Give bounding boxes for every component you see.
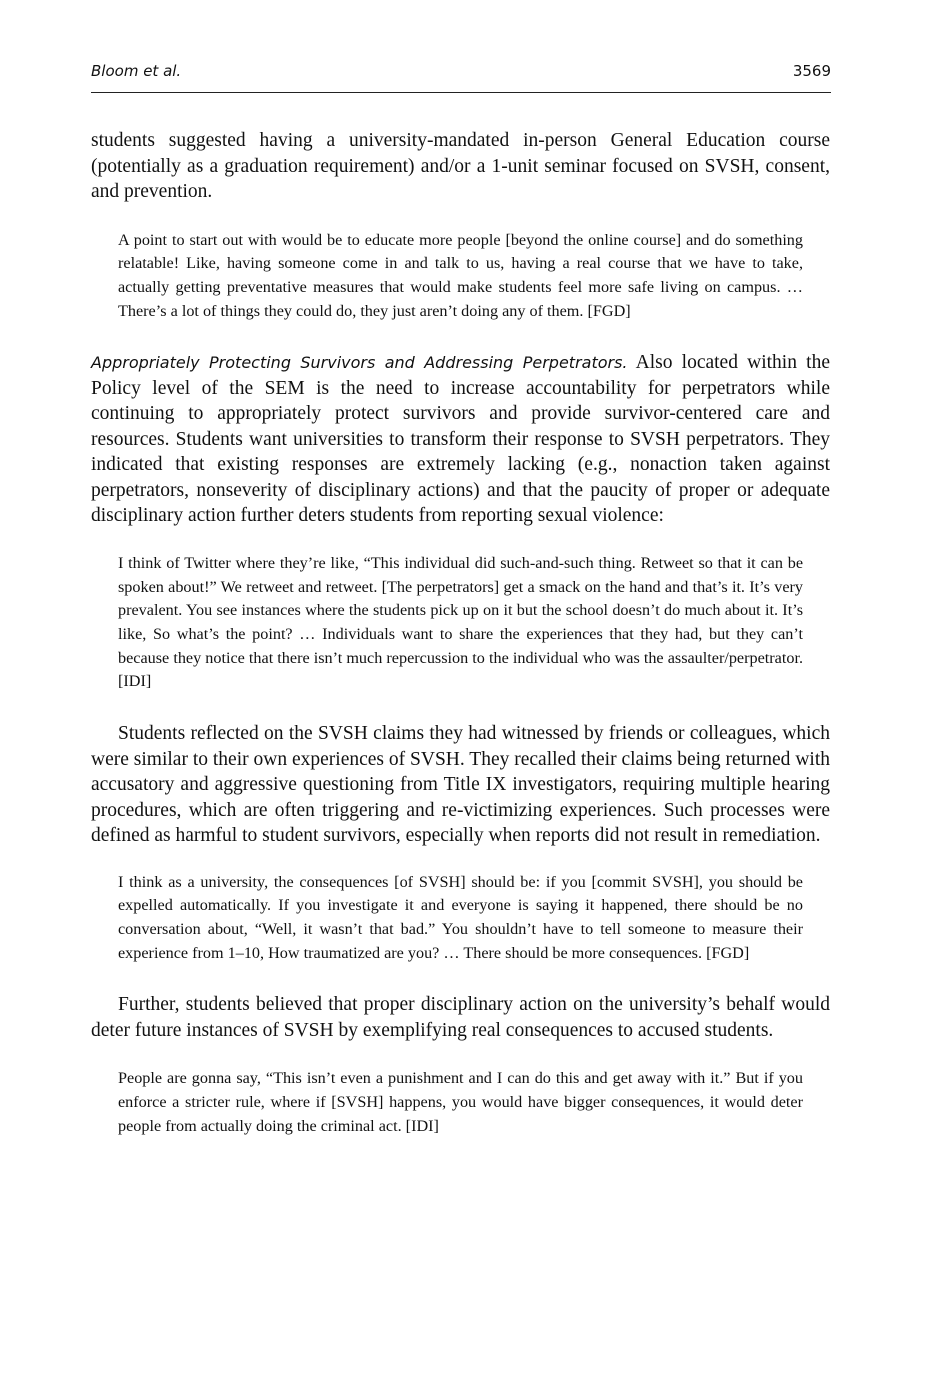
article-body	[91, 128, 830, 1165]
paragraph-3: Students reflected on the SVSH claims they had witnessed by friends or colleagues, which were similar to their own experiences of SVSH. They recalled their claims being returned with accusatory and aggressive questioning from Title IX investigators, requiring multiple hearing procedures, which are often triggering and re-victimizing experiences. Such processes were defined as harmful to student survivors, especially when reports did not result in remediation.	[91, 723, 830, 847]
section-heading: Appropriately Protecting Survivors and Addressing Perpetrators.	[91, 353, 628, 373]
block-quote-4: People are gonna say, “This isn’t even a punishment and I can do this and get away with it.” But if you enforce a stricter rule, where if [SVSH] happens, you would have bigger consequences, it would deter people from actually doing the criminal act. [IDI]	[118, 1069, 803, 1135]
paragraph-1: students suggested having a university-mandated in-person General Education course (potentially as a graduation requirement) and/or a 1-unit seminar focused on SVSH, consent, and prevention.	[91, 130, 830, 202]
paragraph-2	[91, 350, 830, 529]
block-quote-1: A point to start out with would be to educate more people [beyond the online course] and do something relatable! Like, having someone come in and talk to us, having a real course that we have to take, actually getting preventative measures that would make students feel more safe living on campus. … There’s a lot of things they could do, they just aren’t doing any of them. [FGD]	[118, 230, 803, 320]
paragraph-4: Further, students believed that proper disciplinary action on the university’s behalf would deter future instances of SVSH by exemplifying real consequences to accused students.	[91, 994, 830, 1041]
page-number: 3569	[792, 62, 831, 80]
running-header	[91, 58, 831, 93]
block-quote-2: I think of Twitter where they’re like, “This individual did such-and-such thing. Retweet so that it can be spoken about!” We retweet and retweet. [The perpetrators] get a smack on the hand and that’s it. It’s very prevalent. You see instances where the students pick up on it but the school doesn’t do much about it. It’s like, So what’s the point? … Individuals want to share the experiences that they had, but they can’t because they notice that there isn’t much repercussion to the individual who was the assaulter/perpetrator. [IDI]	[118, 553, 803, 691]
running-header-authors: Bloom et al.	[91, 62, 182, 80]
paragraph-2-text: Also located within the Policy level of the SEM is the need to increase accountability for perpetrators while continuing to appropriately protect survivors and provide survivor-centered care and resources. Students want universities to transform their response to SVSH perpetrators. They indicated that existing responses are extremely lacking (e.g., nonaction taken against perpetrators, nonseverity of disciplinary actions) and that the paucity of proper or adequate disciplinary action further deters students from reporting sexual violence:	[91, 352, 830, 527]
block-quote-3: I think as a university, the consequences [of SVSH] should be: if you [commit SVSH], you should be expelled automatically. If you investigate it and everyone is saying it happened, there should be no conversation about, “Well, it wasn’t that bad.” You shouldn’t have to tell someone to measure their experience from 1–10, How traumatized are you? … There should be more consequences. [FGD]	[118, 872, 803, 962]
